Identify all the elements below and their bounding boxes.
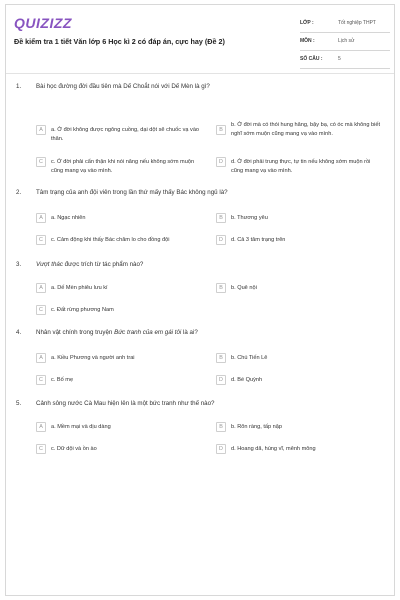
option-letter-box: A [36, 353, 46, 363]
option-letter-box: B [216, 213, 226, 223]
option-letter-box: D [216, 375, 226, 385]
question-number: 3. [16, 261, 22, 268]
question-text-before: Nhân vật chính trong truyện [36, 329, 115, 336]
option-text: a. Mềm mại và dịu dàng [51, 424, 111, 430]
option-text: b. Thương yêu [231, 215, 268, 221]
option-letter-box: D [216, 157, 226, 167]
option-letter-box: B [216, 353, 226, 363]
option-text: d. Ở đời phải trung thực, tự tin nếu không sớm muộn rồi cũng mang vạ vào mình. [231, 159, 371, 174]
document-title: Đề kiểm tra 1 tiết Văn lớp 6 Học kì 2 có đáp án, cực hay (Đề 2) [14, 37, 225, 46]
question-text: Bài học đường đời đầu tiên mà Dế Choắt nói với Dế Mèn là gì? [36, 83, 210, 90]
subject-label: MÔN : [300, 38, 315, 44]
option-text: c. Dữ dội và ồn ào [51, 446, 97, 452]
class-label: LỚP : [300, 20, 314, 26]
option-letter-box: B [216, 422, 226, 432]
question-number: 2. [16, 189, 22, 196]
worksheet-page [5, 4, 395, 596]
option-letter-box: C [36, 157, 46, 167]
option-letter-box: C [36, 305, 46, 315]
question-number: 1. [16, 83, 22, 90]
option-letter-box: A [36, 283, 46, 293]
option-letter-box: B [216, 283, 226, 293]
option-text: c. Cảm động khi thấy Bác chăm lo cho đồng đội [51, 237, 170, 243]
question-text-rest: được trích từ tác phẩm nào? [62, 261, 144, 268]
meta-row-class [300, 16, 390, 33]
meta-panel [300, 16, 390, 70]
meta-row-count [300, 52, 390, 69]
option-text: d. Cả 3 tâm trạng trên [231, 237, 286, 243]
option-text: a. Dế Mèn phiêu lưu kí [51, 285, 108, 291]
question-text: Cảnh sông nước Cà Mau hiện lên là một bức tranh như thế nào? [36, 400, 215, 407]
option-letter-box: D [216, 235, 226, 245]
meta-row-subject [300, 34, 390, 51]
question-text [36, 261, 376, 268]
work-title: Bức tranh của em gái tôi [114, 329, 182, 336]
option-text: d. Bé Quỳnh [231, 377, 263, 383]
option-text: c. Bố mẹ [51, 377, 74, 383]
option-letter-box: A [36, 125, 46, 135]
question-count-label: SỐ CÂU : [300, 56, 323, 62]
option-text: d. Hoang dã, hùng vĩ, mênh mông [231, 446, 316, 452]
option-text: c. Đất rừng phương Nam [51, 307, 114, 313]
option-text: c. Ở đời phải cẩn thận khi nói năng nếu không sớm muộn cũng mang vạ vào mình. [51, 159, 195, 174]
option-text: b. Ở đời mà có thói hung hăng, bậy bạ, có óc mà không biết nghĩ sớm muộn cũng mang vạ vào mình. [231, 122, 381, 137]
work-title: Vượt thác [36, 261, 63, 268]
question-text: Tâm trạng của anh đội viên trong lần thứ mấy thấy Bác không ngủ là? [36, 189, 228, 196]
question-count-value: 5 [338, 56, 341, 62]
option-letter-box: B [216, 125, 226, 135]
question-number: 5. [16, 400, 22, 407]
option-text: b. Chú Tiến Lê [231, 355, 268, 361]
option-text: a. Ngạc nhiên [51, 215, 86, 221]
question-text-after: là ai? [181, 329, 198, 336]
question-number: 4. [16, 329, 22, 336]
option-letter-box: A [36, 422, 46, 432]
question-text [36, 329, 376, 336]
subject-value: Lịch sử [338, 38, 355, 44]
quizizz-logo: QUIZIZZ [14, 15, 72, 31]
option-text: a. Ở đời không được ngông cuồng, dại dột sẽ chuốc vạ vào thân. [51, 127, 200, 142]
option-text: a. Kiều Phương và người anh trai [51, 355, 135, 361]
option-letter-box: C [36, 375, 46, 385]
option-letter-box: C [36, 444, 46, 454]
header-divider [6, 73, 394, 74]
option-letter-box: C [36, 235, 46, 245]
option-letter-box: A [36, 213, 46, 223]
option-text: b. Rõn ràng, tấp nập [231, 424, 283, 430]
class-value: Tốt nghiệp THPT [338, 20, 376, 26]
option-text: b. Quê nội [231, 285, 257, 291]
option-letter-box: D [216, 444, 226, 454]
worksheet-header [6, 5, 394, 77]
